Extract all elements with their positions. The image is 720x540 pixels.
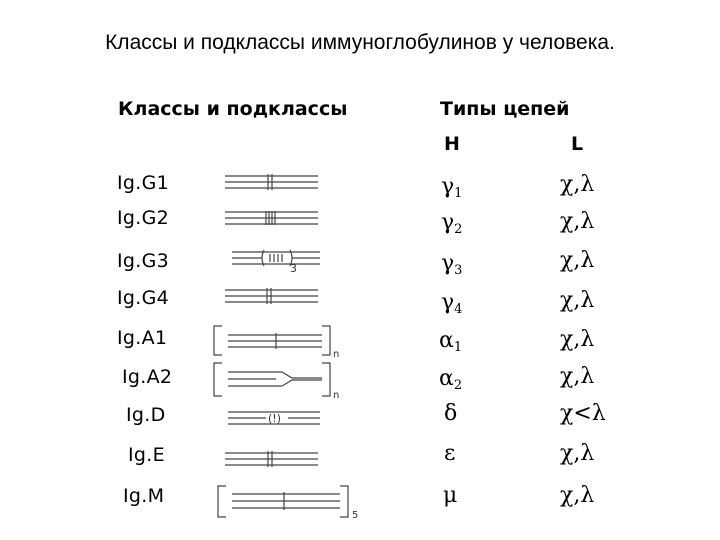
- header-classes: Классы и подклассы: [118, 98, 348, 120]
- h-chain-iga1: α1: [439, 328, 463, 355]
- l-chain-igg3: χ,λ: [560, 248, 595, 273]
- igg1-structure-icon: [225, 174, 318, 190]
- l-chain-igg4: χ,λ: [560, 288, 595, 313]
- l-chain-igg2: χ,λ: [560, 209, 595, 234]
- igg3-multiplier-label: 3: [290, 262, 297, 275]
- igd-mark-label: (!): [268, 412, 281, 425]
- row-name-igg1: Ig.G1: [117, 172, 170, 194]
- iga2-structure-icon: [214, 363, 339, 401]
- h-chain-igd: δ: [444, 401, 458, 426]
- igd-structure-icon: [228, 412, 320, 425]
- igm-multiplier-label: 5: [352, 510, 359, 521]
- h-chain-igg3: γ3: [441, 251, 463, 278]
- l-chain-igd: χ<λ: [560, 401, 606, 426]
- l-chain-ige: χ,λ: [560, 441, 595, 466]
- igg3-structure-icon: [232, 250, 320, 275]
- header-chain-types: Типы цепей: [440, 98, 570, 120]
- row-name-igg2: Ig.G2: [117, 207, 170, 229]
- row-name-iga2: Ig.A2: [122, 366, 173, 388]
- row-name-igd: Ig.D: [126, 404, 166, 426]
- row-name-igm: Ig.M: [123, 485, 165, 507]
- h-chain-ige: ε: [444, 441, 456, 466]
- header-heavy: H: [444, 133, 460, 155]
- igm-structure-icon: [218, 486, 358, 521]
- h-chain-igg1: γ1: [441, 174, 463, 201]
- l-chain-igg1: χ,λ: [560, 172, 595, 197]
- row-name-iga1: Ig.A1: [117, 327, 168, 349]
- header-light: L: [571, 133, 584, 155]
- l-chain-iga1: χ,λ: [560, 327, 595, 352]
- l-chain-iga2: χ,λ: [560, 364, 595, 389]
- h-chain-igg2: γ2: [441, 210, 463, 237]
- h-chain-igg4: γ4: [441, 290, 463, 317]
- igg2-structure-icon: [225, 211, 318, 225]
- row-name-ige: Ig.E: [128, 444, 165, 466]
- iga2-multiplier-label: n: [333, 390, 340, 401]
- row-name-igg4: Ig.G4: [117, 287, 170, 309]
- l-chain-igm: χ,λ: [560, 483, 595, 508]
- page-title: Классы и подклассы иммуноглобулинов у человека.: [105, 31, 615, 54]
- iga1-structure-icon: [214, 326, 339, 360]
- iga1-multiplier-label: n: [333, 349, 340, 360]
- ige-structure-icon: [225, 451, 318, 467]
- row-name-igg3: Ig.G3: [117, 250, 170, 272]
- igg4-structure-icon: [225, 288, 318, 304]
- h-chain-igm: μ: [443, 483, 458, 508]
- h-chain-iga2: α2: [439, 366, 463, 393]
